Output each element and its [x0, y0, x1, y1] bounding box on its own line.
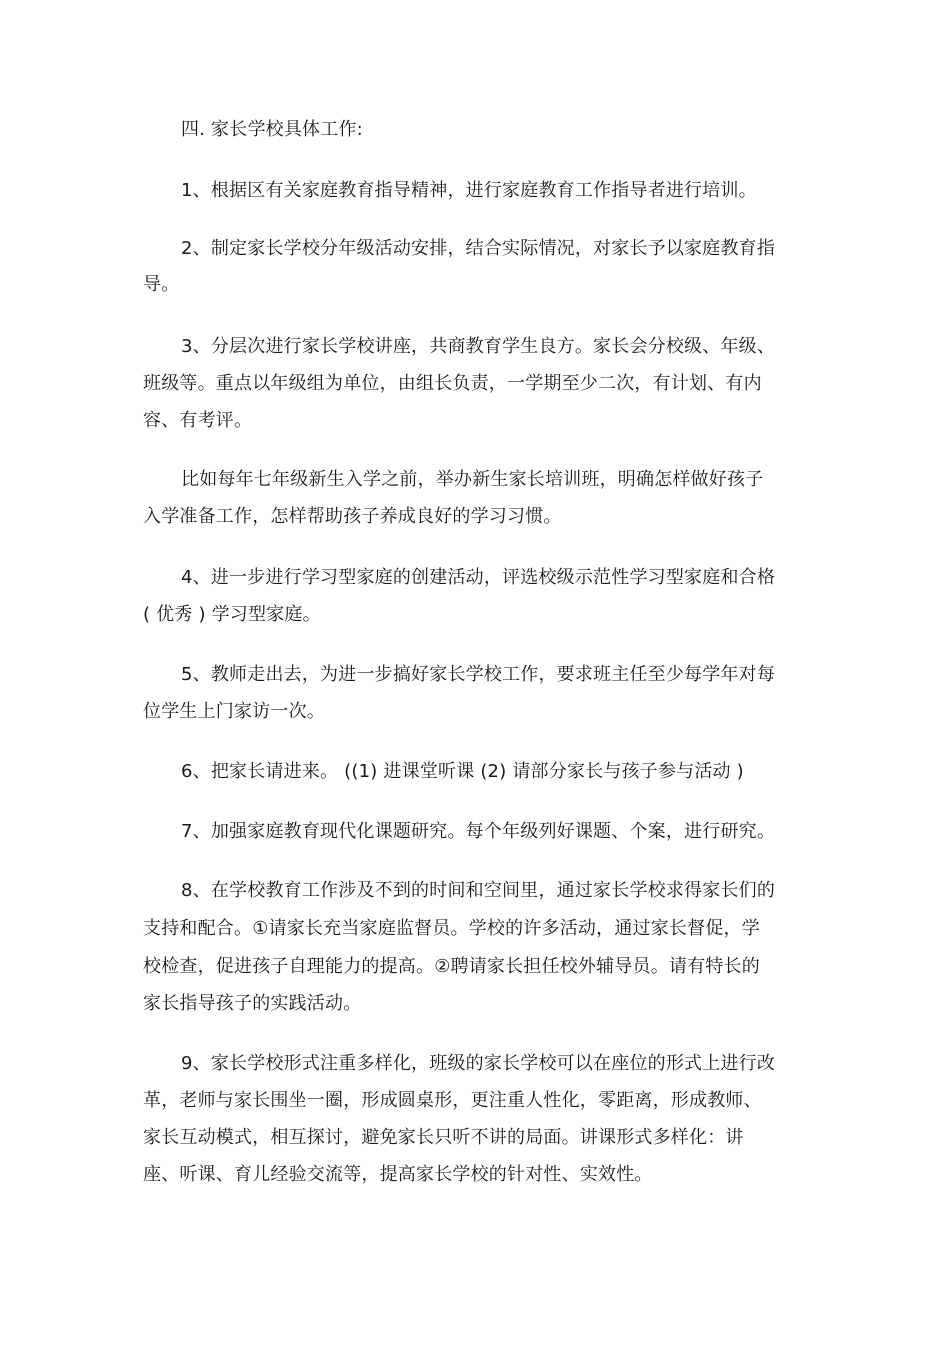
item-6-line-1: 6、把家长请进来。 ((1) 进课堂听课 (2) 请部分家长与孩子参与活动 ) [181, 761, 744, 782]
item-2-line-2: 导。 [143, 274, 180, 295]
item-3-line-1: 3、分层次进行家长学校讲座，共商教育学生良方。家长会分校级、年级、 [181, 336, 776, 357]
example-line-2: 入学准备工作，怎样帮助孩子养成良好的学习习惯。 [143, 506, 562, 527]
item-9-line-4: 座、听课、育儿经验交流等，提高家长学校的针对性、实效性。 [143, 1164, 653, 1185]
item-8-line-3: 校检查，促进孩子自理能力的提高。②聘请家长担任校外辅导员。请有特长的 [143, 956, 760, 977]
item-4-line-2: ( 优秀 ) 学习型家庭。 [143, 604, 321, 625]
item-8-line-4: 家长指导孩子的实践活动。 [143, 993, 362, 1014]
item-9-line-1: 9、家长学校形式注重多样化，班级的家长学校可以在座位的形式上进行改 [181, 1053, 776, 1074]
item-2-line-1: 2、制定家长学校分年级活动安排，结合实际情况，对家长予以家庭教育指 [181, 238, 776, 259]
item-4-line-1: 4、进一步进行学习型家庭的创建活动，评选校级示范性学习型家庭和合格 [181, 567, 776, 588]
item-9-line-3: 家长互动模式，相互探讨，避免家长只听不讲的局面。讲课形式多样化：讲 [143, 1127, 744, 1148]
item-5-line-2: 位学生上门家访一次。 [143, 701, 325, 722]
item-3-line-3: 容、有考评。 [143, 410, 253, 431]
item-7-line-1: 7、加强家庭教育现代化课题研究。每个年级列好课题、个案，进行研究。 [181, 821, 776, 842]
example-line-1: 比如每年七年级新生入学之前，举办新生家长培训班，明确怎样做好孩子 [181, 469, 764, 490]
item-8-line-1: 8、在学校教育工作涉及不到的时间和空间里，通过家长学校求得家长们的 [181, 880, 776, 901]
item-8-line-2: 支持和配合。①请家长充当家庭监督员。学校的许多活动，通过家长督促，学 [143, 918, 760, 939]
item-9-line-2: 革，老师与家长围坐一圈，形成圆桌形，更注重人性化，零距离，形成教师、 [143, 1090, 762, 1111]
item-1-line-1: 1、根据区有关家庭教育指导精神，进行家庭教育工作指导者进行培训。 [181, 180, 757, 201]
item-3-line-2: 班级等。重点以年级组为单位，由组长负责，一学期至少二次，有计划、有内 [143, 373, 762, 394]
item-5-line-1: 5、教师走出去，为进一步搞好家长学校工作，要求班主任至少每学年对每 [181, 664, 776, 685]
section-heading: 四. 家长学校具体工作: [181, 119, 363, 140]
